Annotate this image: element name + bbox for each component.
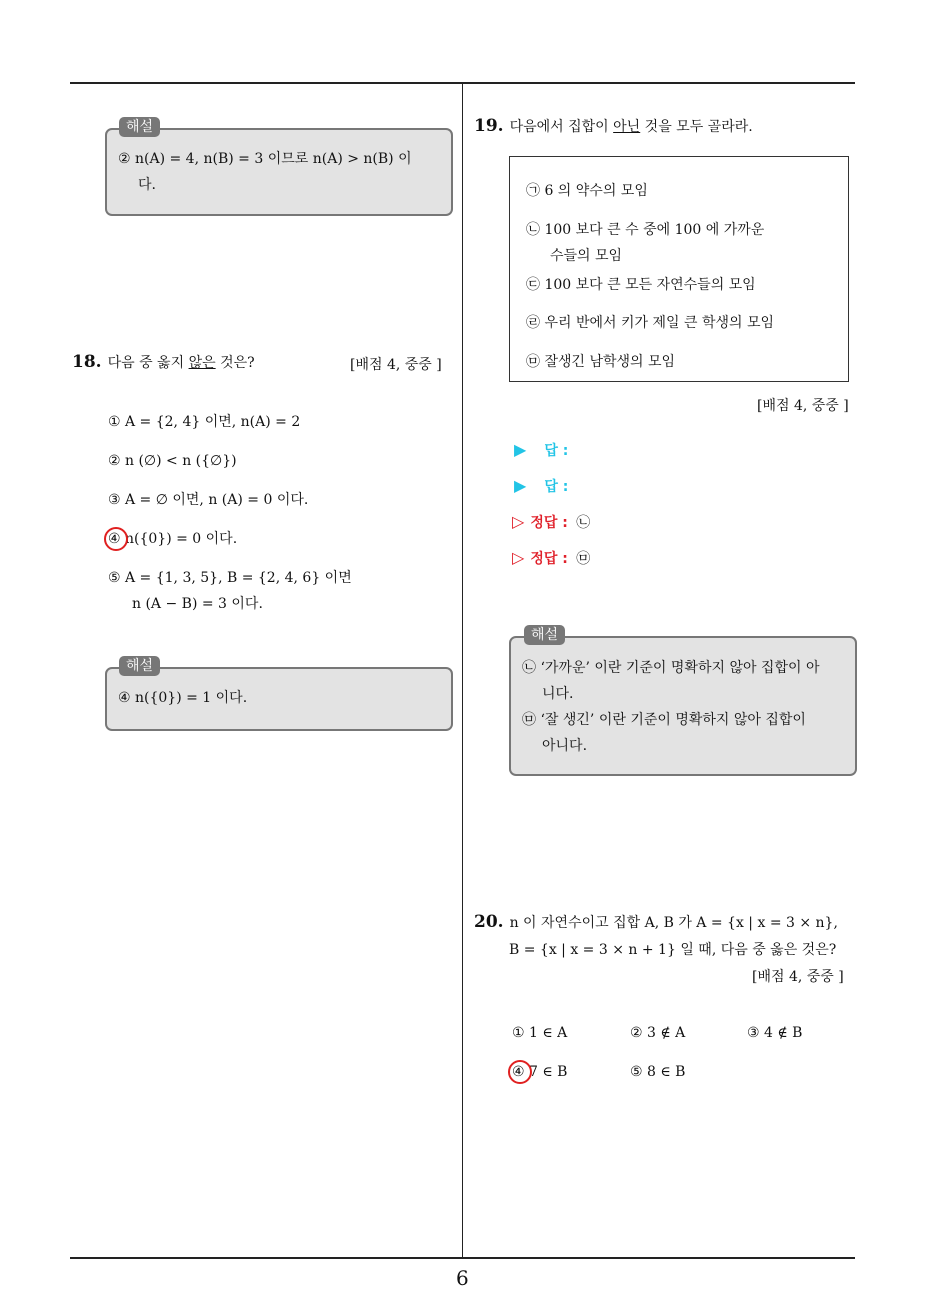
q18-option-2[interactable]: ② n (∅) < n ({∅}): [108, 453, 237, 469]
q19-item-3: ㉢ 100 보다 큰 모든 자연수들의 모임: [526, 277, 756, 293]
bottom-rule: [70, 1257, 855, 1259]
question-20-line2: B = {x | x = 3 × n + 1} 일 때, 다음 중 옳은 것은?: [509, 942, 837, 958]
correct-answer-value: ㉤: [576, 551, 591, 567]
column-divider: [462, 84, 463, 1258]
question-19-score: [배점 4, 중중 ]: [757, 398, 849, 414]
q20-option-2[interactable]: ② 3 ∉ A: [630, 1025, 686, 1041]
q19-item-5: ㉤ 잘생긴 남학생의 모임: [526, 354, 676, 370]
correct-answer-value: ㉡: [576, 515, 591, 531]
solution-18-text: ④ n({0}) = 1 이다.: [118, 690, 248, 706]
outline-triangle-icon: ▷: [512, 512, 525, 531]
q20-option-4[interactable]: ④ 7 ∈ B: [512, 1064, 568, 1080]
q20-option-1[interactable]: ① 1 ∈ A: [512, 1025, 568, 1041]
q18-option-1[interactable]: ① A = {2, 4} 이면, n(A) = 2: [108, 414, 301, 430]
q19-item-2: ㉡ 100 보다 큰 수 중에 100 에 가까운: [526, 222, 765, 238]
q19-item-4: ㉣ 우리 반에서 키가 제일 큰 학생의 모임: [526, 315, 775, 331]
solution-19-line4: 아니다.: [542, 738, 588, 754]
solution-19-line1: ㉡ ‘가까운’ 이란 기준이 명확하지 않아 집합이 아: [522, 660, 820, 676]
answer-mark-circle: [104, 527, 128, 551]
solution-19-line3: ㉤ ‘잘 생긴’ 이란 기준이 명확하지 않아 집합이: [522, 712, 806, 728]
question-20-score: [배점 4, 중중 ]: [752, 969, 844, 985]
q20-option-5[interactable]: ⑤ 8 ∈ B: [630, 1064, 686, 1080]
correct-answer-row-1: ▷ 정답 : ㉡: [512, 512, 591, 531]
play-triangle-icon: ▶: [514, 476, 527, 495]
solution-17-line2: 다.: [138, 177, 156, 193]
question-18-score: [배점 4, 중중 ]: [350, 357, 442, 373]
q19-item-2-cont: 수들의 모임: [550, 248, 623, 264]
answer-mark-circle: [508, 1060, 532, 1084]
correct-answer-row-2: ▷ 정답 : ㉤: [512, 548, 591, 567]
page-number: 6: [456, 1266, 469, 1290]
question-number: 18.: [72, 352, 102, 372]
q18-option-5[interactable]: ⑤ A = {1, 3, 5}, B = {2, 4, 6} 이면: [108, 570, 352, 586]
solution-tag-17: 해설: [119, 117, 160, 137]
solution-17-line1: ② n(A) = 4, n(B) = 3 이므로 n(A) > n(B) 이: [118, 151, 412, 167]
solution-box-17: [105, 128, 453, 216]
question-18-prompt: 18. 다음 중 옳지 않은 것은?: [72, 352, 255, 372]
q20-option-3[interactable]: ③ 4 ∉ B: [747, 1025, 803, 1041]
question-20-line1: 20. n 이 자연수이고 집합 A, B 가 A = {x | x = 3 × n},: [474, 912, 838, 932]
solution-tag-19: 해설: [524, 625, 565, 645]
q18-option-3[interactable]: ③ A = ∅ 이면, n (A) = 0 이다.: [108, 492, 309, 508]
solution-19-line2: 니다.: [542, 686, 574, 702]
solution-tag-18: 해설: [119, 656, 160, 676]
play-triangle-icon: ▶: [514, 440, 527, 459]
answer-row-1[interactable]: ▶ 답 :: [514, 440, 569, 459]
answer-row-2[interactable]: ▶ 답 :: [514, 476, 569, 495]
q18-option-4[interactable]: ④ n({0}) = 0 이다.: [108, 531, 238, 547]
outline-triangle-icon: ▷: [512, 548, 525, 567]
q18-option-5-cont: n (A − B) = 3 이다.: [132, 596, 263, 612]
question-19-prompt: 19. 다음에서 집합이 아닌 것을 모두 골라라.: [474, 116, 753, 136]
question-number: 20.: [474, 912, 504, 932]
q19-item-1: ㉠ 6 의 약수의 모임: [526, 183, 648, 199]
question-number: 19.: [474, 116, 504, 136]
